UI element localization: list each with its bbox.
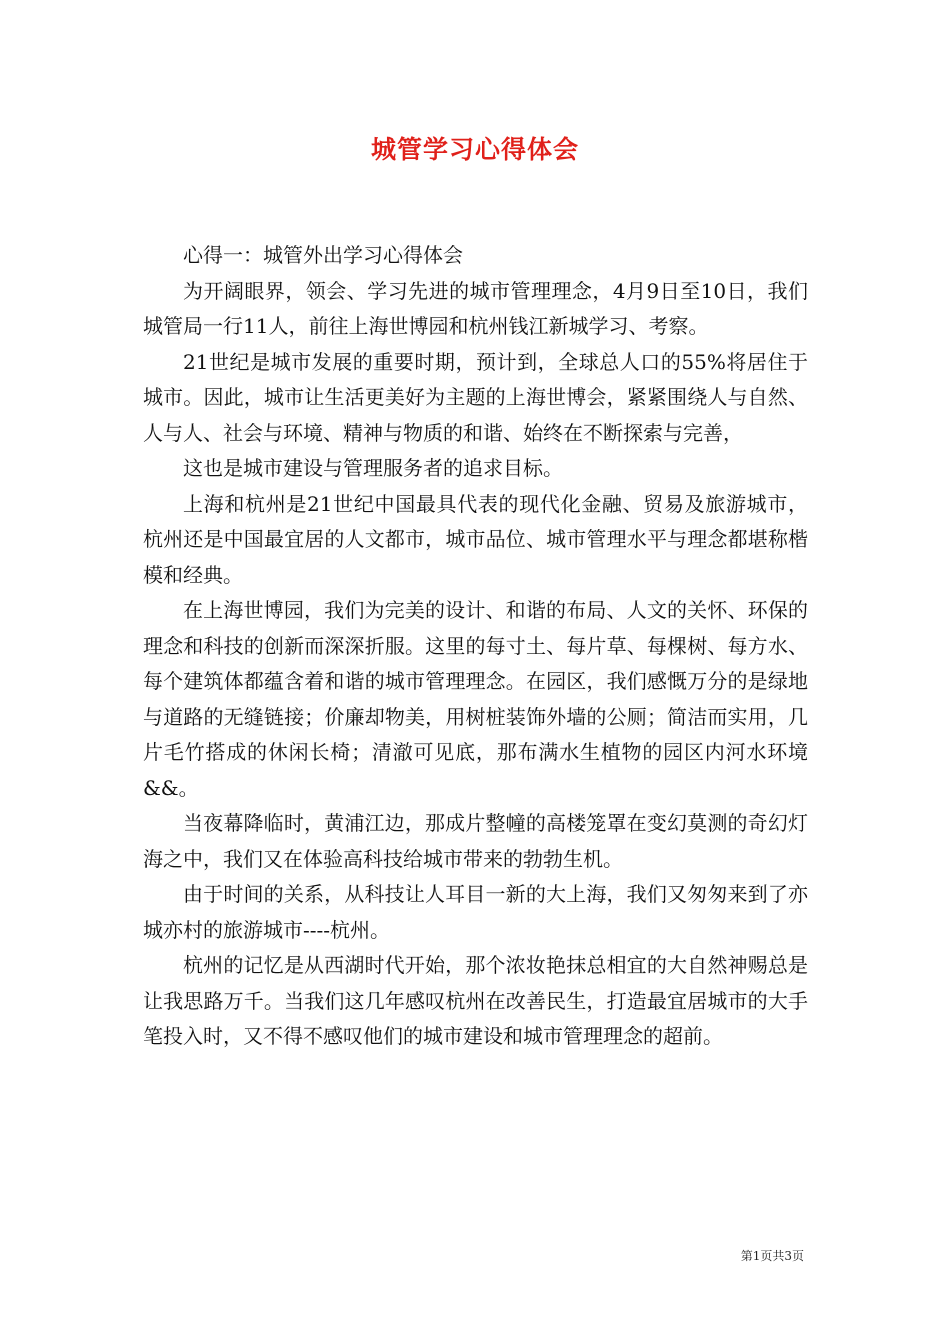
paragraph: 上海和杭州是21世纪中国最具代表的现代化金融、贸易及旅游城市，杭州还是中国最宜居的人文都市，城市品位、城市管理水平与理念都堪称楷模和经典。 [143, 491, 808, 587]
page-title: 城管学习心得体会 [370, 135, 579, 164]
paragraph-heading: 心得一：城管外出学习心得体会 [183, 243, 463, 267]
paragraph: 由于时间的关系，从科技让人耳目一新的大上海，我们又匆匆来到了亦城亦村的旅游城市----杭州。 [143, 882, 808, 942]
paragraph: 这也是城市建设与管理服务者的追求目标。 [183, 456, 563, 480]
paragraph: 为开阔眼界，领会、学习先进的城市管理理念，4月9日至10日，我们城管局一行11人，前往上海世博园和杭州钱江新城学习、考察。 [143, 278, 808, 338]
document-body [143, 238, 808, 1055]
paragraph: 在上海世博园，我们为完美的设计、和谐的布局、人文的关怀、环保的理念和科技的创新而深深折服。这里的每寸土、每片草、每棵树、每方水、每个建筑体都蕴含着和谐的城市管理理念。在园区，我们感慨万分的是绿地与道路的无缝链接；价廉却物美，用树桩装饰外墙的公厕；简洁而实用，几片毛竹搭成的休闲长椅；清澈可见底，那布满水生植物的园区内河水环境&&。 [143, 598, 808, 800]
paragraph: 杭州的记忆是从西湖时代开始，那个浓妆艳抹总相宜的大自然神赐总是让我思路万千。当我们这几年感叹杭州在改善民生，打造最宜居城市的大手笔投入时，又不得不感叹他们的城市建设和城市管理理念的超前。 [143, 953, 808, 1048]
paragraph: 21世纪是城市发展的重要时期，预计到，全球总人口的55%将居住于城市。因此，城市让生活更美好为主题的上海世博会，紧紧围绕人与自然、人与人、社会与环境、精神与物质的和谐、始终在不断探索与完善， [143, 349, 808, 445]
page-number-footer: 第1页共3页 [740, 1249, 804, 1263]
paragraph: 当夜幕降临时，黄浦江边，那成片整幢的高楼笼罩在变幻莫测的奇幻灯海之中，我们又在体验高科技给城市带来的勃勃生机。 [143, 811, 808, 871]
